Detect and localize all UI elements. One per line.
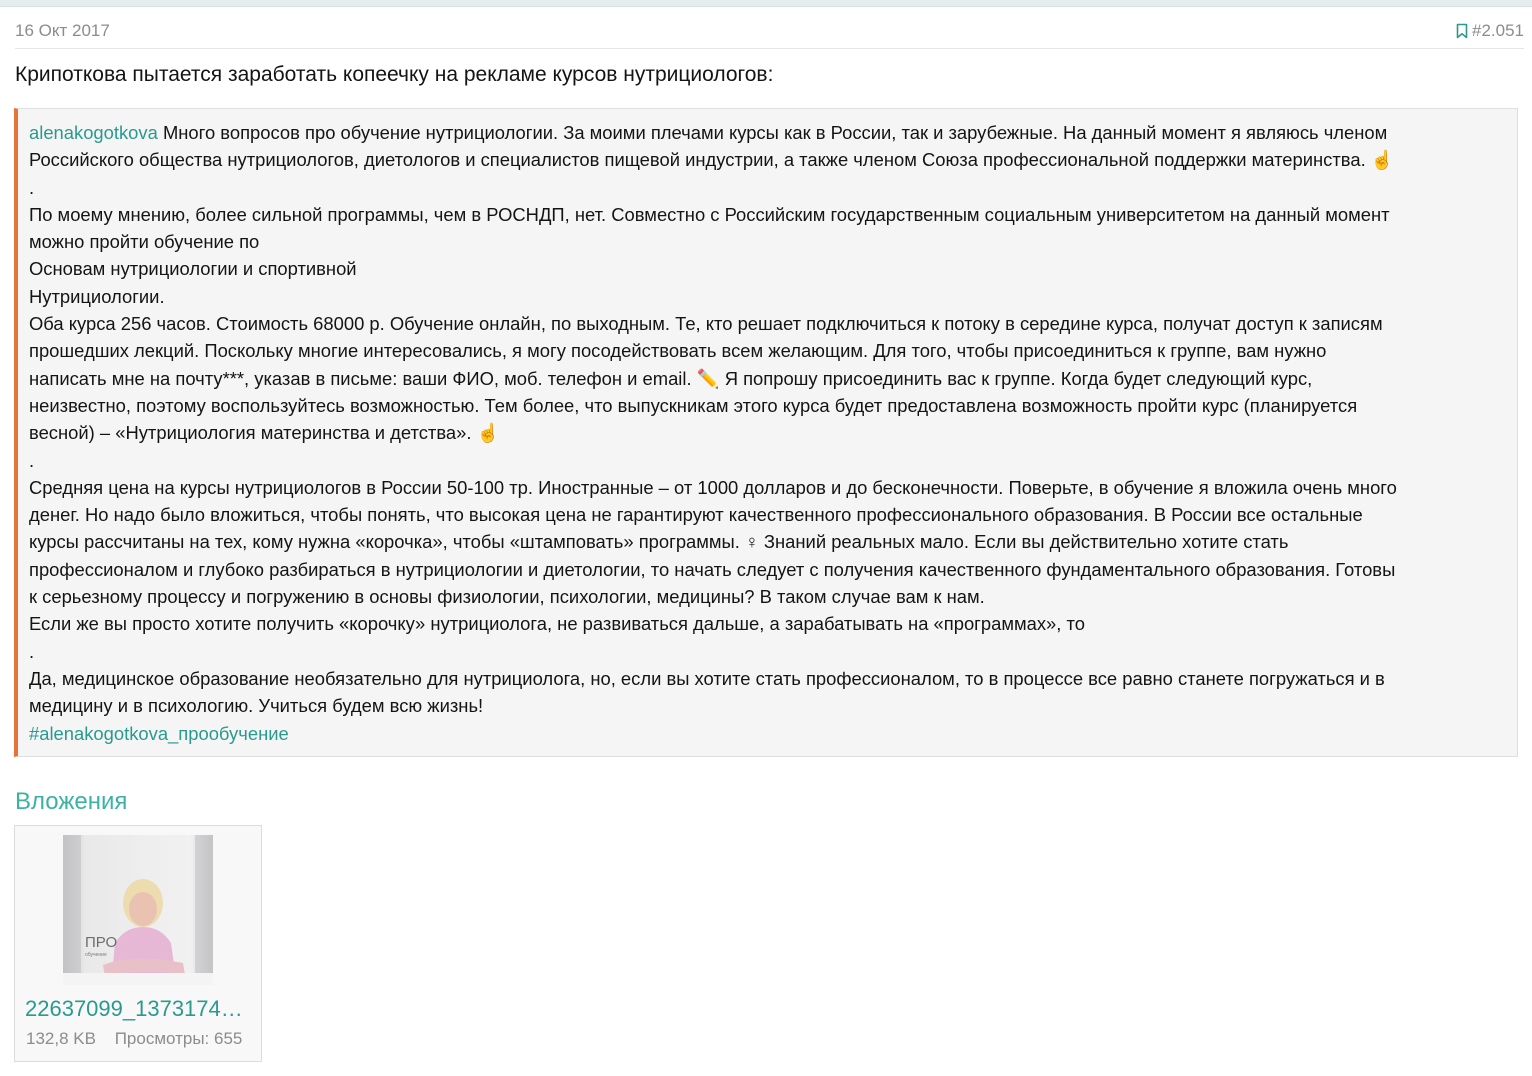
quote-line: Средняя цена на курсы нутрициологов в России 50-100 тр. Иностранные – от 1000 долларов и до бесконечности. Поверьте, в обучение я вложила очень много — [29, 476, 1397, 498]
quote-line: к серьезному процессу и погружению в основы физиологии, психологии, медицины? В таком случае вам к нам. — [29, 586, 985, 608]
quote-line: прошедших лекций. Поскольку многие интересовались, я могу посодействовать всем желающим. Для того, чтобы присоединиться к группе, вам нужно — [29, 340, 1327, 362]
thumbnail-logo-subtext: обучение — [85, 952, 107, 958]
quote-line: написать мне на почту***, указав в письме: ваши ФИО, моб. телефон и email. ✏️ Я попрошу присоединить вас к группе. Когда будет следующий курс, — [29, 367, 1313, 389]
quote-line: профессионалом и глубоко разбираться в нутрициологии и диетологии, то начать следует с получения качественного фундаментального образования. Готовы — [29, 558, 1396, 580]
post-permalink[interactable] — [1456, 21, 1524, 41]
user-mention-link[interactable]: alenakogotkova — [29, 122, 158, 143]
quote-line: Основам нутрициологии и спортивной — [29, 258, 357, 280]
quote-line: Если же вы просто хотите получить «корочку» нутрициолога, не развиваться дальше, а зарабатывать на «программах», то — [29, 613, 1085, 635]
quote-line: Да, медицинское образование необязательно для нутрициолога, но, если вы хотите стать профессионалом, то в процессе все равно станете погружаться и в — [29, 667, 1385, 689]
quote-line: медицину и в психологию. Учиться будем всю жизнь! — [29, 695, 484, 717]
quote-line: . — [29, 176, 35, 198]
bookmark-icon — [1456, 23, 1468, 39]
quote-line: неизвестно, поэтому воспользуйтесь возможностью. Тем более, что выпускникам этого курса будет предоставлена возможность пройти курс (планируется — [29, 394, 1358, 416]
attachment-views: Просмотры: 655 — [114, 1029, 243, 1048]
post-header — [15, 18, 1524, 49]
attachment-filename-link[interactable]: 22637099_1373174… — [25, 996, 243, 1021]
quote-line: денег. Но надо было вложиться, чтобы понять, что высокая цена не гарантируют качественного профессионального образования. В России все остальные — [29, 504, 1363, 526]
top-divider-strip — [0, 0, 1532, 7]
quote-line: Много вопросов про обучение нутрициологии. За моими плечами курсы как в России, так и зарубежные. На данный момент я являюсь членом — [157, 122, 1388, 143]
attachment-size: 132,8 KB — [26, 1029, 96, 1048]
attachment-meta — [26, 1029, 242, 1049]
quote-line: Нутрициологии. — [29, 285, 165, 307]
quote-line: курсы рассчитаны на тех, кому нужна «корочка», чтобы «штамповать» программы. ♀ Знаний реальных мало. Если вы действительно хотите стать — [29, 531, 1289, 553]
attachments-heading: Вложения — [15, 788, 128, 815]
quote-line: Российского общества нутрициологов, диетологов и специалистов пищевой индустрии, а также членом Союза профессиональной поддержки материнства. ☝️ — [29, 149, 1394, 171]
attachment-card[interactable] — [14, 825, 262, 1062]
post-date: 16 Окт 2017 — [15, 21, 110, 40]
quoted-post — [14, 108, 1518, 757]
post-number: #2.051 — [1472, 21, 1524, 40]
quote-hashtag-line — [29, 720, 1517, 747]
quote-first-line — [29, 119, 1517, 146]
quote-line: можно пройти обучение по — [29, 231, 260, 253]
attachment-thumbnail[interactable] — [63, 835, 213, 985]
post-intro-text: Крипоткова пытается заработать копеечку на рекламе курсов нутрициологов: — [15, 63, 774, 86]
thumbnail-logo-text: ПРО — [85, 934, 118, 951]
quote-line: Оба курса 256 часов. Стоимость 68000 р. Обучение онлайн, по выходным. Те, кто решает подключиться к потоку в середине курса, получат доступ к записям — [29, 313, 1383, 335]
quote-line: весной) – «Нутрициология материнства и детства». ☝️ — [29, 422, 500, 444]
quote-line: . — [29, 449, 35, 471]
hashtag-link[interactable]: #alenakogotkova_прообучение — [29, 722, 289, 744]
quote-line: . — [29, 640, 35, 662]
quote-line: По моему мнению, более сильной программы, чем в РОСНДП, нет. Совместно с Российским государственным социальным университетом на данный момент — [29, 203, 1390, 225]
